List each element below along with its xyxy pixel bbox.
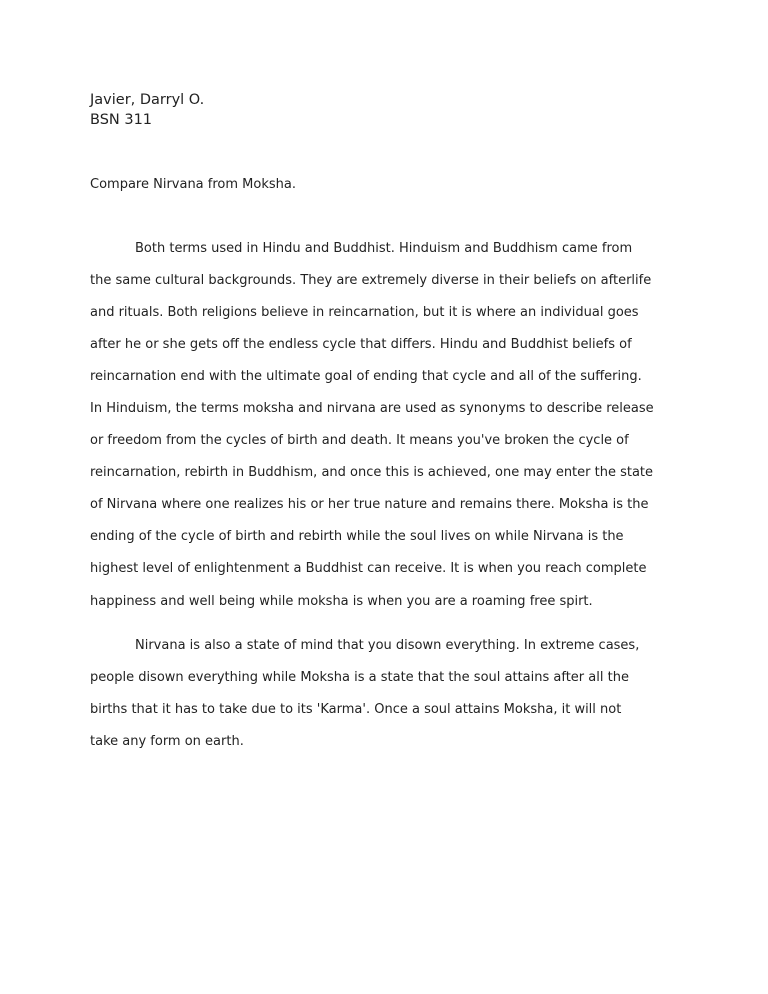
document-header — [90, 90, 690, 130]
author-name: Javier, Darryl O. — [90, 92, 205, 108]
paragraph-1-line: Both terms used in Hindu and Buddhist. Hinduism and Buddhism came from — [135, 241, 633, 256]
paragraph-1-line: ending of the cycle of birth and rebirth while the soul lives on while Nirvana is the — [90, 529, 624, 544]
paragraph-2-line: births that it has to take due to its 'Karma'. Once a soul attains Moksha, it will not — [90, 702, 622, 717]
paragraph-1-line: and rituals. Both religions believe in reincarnation, but it is where an individual goes — [90, 305, 639, 320]
paragraph-1-line: of Nirvana where one realizes his or her true nature and remains there. Moksha is the — [90, 497, 649, 512]
course-code: BSN 311 — [90, 112, 153, 128]
paragraph-2-line: Nirvana is also a state of mind that you disown everything. In extreme cases, — [135, 638, 640, 653]
document-title: Compare Nirvana from Moksha. — [90, 177, 296, 192]
paragraph-1-line: reincarnation, rebirth in Buddhism, and once this is achieved, one may enter the state — [90, 465, 654, 480]
paragraph-1-line: the same cultural backgrounds. They are extremely diverse in their beliefs on afterlife — [90, 273, 652, 288]
paragraph-1-line: happiness and well being while moksha is when you are a roaming free spirt. — [90, 594, 593, 609]
paragraph-2-line: people disown everything while Moksha is a state that the soul attains after all the — [90, 670, 629, 685]
paragraph-1-line: In Hinduism, the terms moksha and nirvana are used as synonyms to describe release — [90, 401, 654, 416]
paragraph-2-line: take any form on earth. — [90, 734, 244, 749]
paragraph-1-line: after he or she gets off the endless cycle that differs. Hindu and Buddhist beliefs of — [90, 337, 632, 352]
paragraph-1-line: reincarnation end with the ultimate goal of ending that cycle and all of the suffering. — [90, 369, 642, 384]
paragraph-1-line: or freedom from the cycles of birth and death. It means you've broken the cycle of — [90, 433, 629, 448]
paragraph-1-line: highest level of enlightenment a Buddhist can receive. It is when you reach complete — [90, 561, 647, 576]
